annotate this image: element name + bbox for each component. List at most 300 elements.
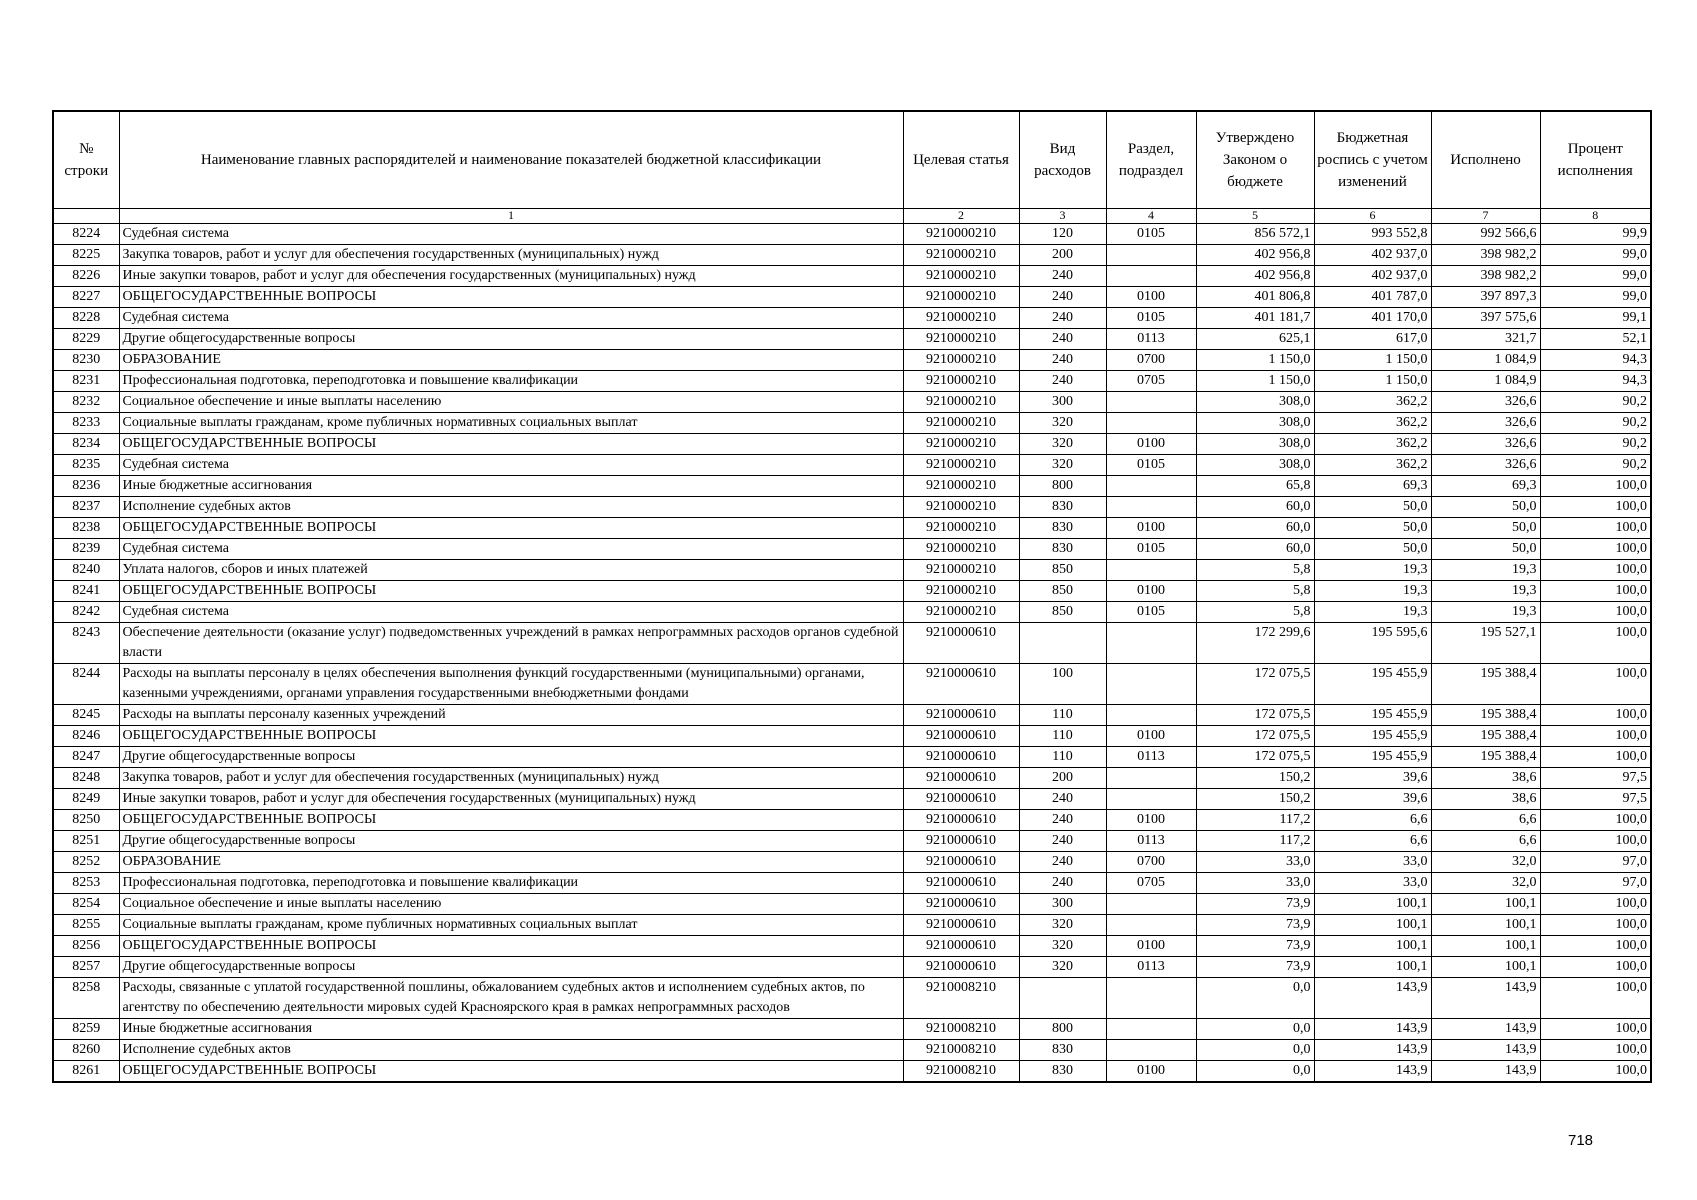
cell-percent: 100,0 <box>1540 936 1651 957</box>
cell-executed: 100,1 <box>1431 957 1540 978</box>
table-row <box>53 476 1651 497</box>
cell-row-number: 8248 <box>53 768 119 789</box>
cell-target-article: 9210000610 <box>903 768 1019 789</box>
cell-row-number: 8259 <box>53 1019 119 1040</box>
cell-row-number: 8243 <box>53 623 119 664</box>
cell-percent: 100,0 <box>1540 915 1651 936</box>
cell-expense-type: 110 <box>1019 747 1106 768</box>
cell-target-article: 9210000610 <box>903 664 1019 705</box>
cell-section: 0113 <box>1106 831 1196 852</box>
table-row <box>53 434 1651 455</box>
cell-executed: 50,0 <box>1431 497 1540 518</box>
cell-executed: 100,1 <box>1431 915 1540 936</box>
cell-row-number: 8240 <box>53 560 119 581</box>
cell-row-number: 8260 <box>53 1040 119 1061</box>
cell-section <box>1106 705 1196 726</box>
cell-item-name: ОБРАЗОВАНИЕ <box>119 350 903 371</box>
cell-percent: 100,0 <box>1540 497 1651 518</box>
cell-approved: 0,0 <box>1196 1040 1314 1061</box>
table-row <box>53 768 1651 789</box>
cell-row-number: 8255 <box>53 915 119 936</box>
cell-budget-list: 195 455,9 <box>1314 726 1431 747</box>
cell-executed: 195 388,4 <box>1431 726 1540 747</box>
cell-section <box>1106 1019 1196 1040</box>
cell-executed: 50,0 <box>1431 518 1540 539</box>
cell-budget-list: 195 595,6 <box>1314 623 1431 664</box>
cell-approved: 117,2 <box>1196 810 1314 831</box>
cell-item-name: Профессиональная подготовка, переподготовка и повышение квалификации <box>119 371 903 392</box>
cell-expense-type: 830 <box>1019 1061 1106 1083</box>
cell-row-number: 8239 <box>53 539 119 560</box>
cell-section <box>1106 789 1196 810</box>
cell-item-name: Социальные выплаты гражданам, кроме публичных нормативных социальных выплат <box>119 915 903 936</box>
table-header-row <box>53 111 1651 209</box>
table-row <box>53 810 1651 831</box>
table-row <box>53 455 1651 476</box>
cell-budget-list: 100,1 <box>1314 894 1431 915</box>
cell-executed: 326,6 <box>1431 455 1540 476</box>
cell-budget-list: 362,2 <box>1314 455 1431 476</box>
cell-budget-list: 617,0 <box>1314 329 1431 350</box>
cell-expense-type: 240 <box>1019 371 1106 392</box>
cell-section <box>1106 1040 1196 1061</box>
cell-target-article: 9210000610 <box>903 852 1019 873</box>
cell-approved: 33,0 <box>1196 852 1314 873</box>
cell-percent: 94,3 <box>1540 371 1651 392</box>
cell-percent: 100,0 <box>1540 726 1651 747</box>
cell-percent: 100,0 <box>1540 705 1651 726</box>
cell-target-article: 9210000610 <box>903 810 1019 831</box>
cell-row-number: 8234 <box>53 434 119 455</box>
cell-section <box>1106 560 1196 581</box>
table-row <box>53 392 1651 413</box>
cell-expense-type: 320 <box>1019 455 1106 476</box>
cell-item-name: Другие общегосударственные вопросы <box>119 957 903 978</box>
cell-target-article: 9210000210 <box>903 371 1019 392</box>
table-row <box>53 623 1651 664</box>
cell-executed: 397 897,3 <box>1431 287 1540 308</box>
cell-target-article: 9210000210 <box>903 350 1019 371</box>
cell-budget-list: 362,2 <box>1314 434 1431 455</box>
cell-executed: 32,0 <box>1431 873 1540 894</box>
cell-row-number: 8252 <box>53 852 119 873</box>
cell-expense-type: 320 <box>1019 915 1106 936</box>
cell-item-name: ОБЩЕГОСУДАРСТВЕННЫЕ ВОПРОСЫ <box>119 287 903 308</box>
cell-executed: 6,6 <box>1431 831 1540 852</box>
cell-item-name: ОБЩЕГОСУДАРСТВЕННЫЕ ВОПРОСЫ <box>119 726 903 747</box>
cell-section: 0700 <box>1106 350 1196 371</box>
cell-row-number: 8236 <box>53 476 119 497</box>
cell-target-article: 9210000210 <box>903 266 1019 287</box>
cell-section <box>1106 413 1196 434</box>
cell-target-article: 9210000610 <box>903 957 1019 978</box>
cell-executed: 143,9 <box>1431 978 1540 1019</box>
cell-expense-type: 830 <box>1019 539 1106 560</box>
column-number-item-name: 1 <box>119 209 903 224</box>
cell-target-article: 9210000610 <box>903 705 1019 726</box>
cell-budget-list: 993 552,8 <box>1314 224 1431 245</box>
cell-approved: 0,0 <box>1196 978 1314 1019</box>
cell-approved: 1 150,0 <box>1196 371 1314 392</box>
cell-approved: 5,8 <box>1196 602 1314 623</box>
cell-expense-type: 830 <box>1019 1040 1106 1061</box>
cell-budget-list: 100,1 <box>1314 936 1431 957</box>
cell-section: 0105 <box>1106 224 1196 245</box>
cell-expense-type: 240 <box>1019 789 1106 810</box>
cell-row-number: 8226 <box>53 266 119 287</box>
cell-approved: 0,0 <box>1196 1061 1314 1083</box>
cell-row-number: 8227 <box>53 287 119 308</box>
cell-approved: 0,0 <box>1196 1019 1314 1040</box>
cell-approved: 401 181,7 <box>1196 308 1314 329</box>
table-row <box>53 726 1651 747</box>
cell-executed: 143,9 <box>1431 1019 1540 1040</box>
cell-approved: 60,0 <box>1196 518 1314 539</box>
cell-budget-list: 6,6 <box>1314 810 1431 831</box>
cell-row-number: 8251 <box>53 831 119 852</box>
cell-percent: 100,0 <box>1540 560 1651 581</box>
cell-item-name: Иные бюджетные ассигнования <box>119 1019 903 1040</box>
cell-target-article: 9210000210 <box>903 560 1019 581</box>
cell-budget-list: 39,6 <box>1314 768 1431 789</box>
cell-row-number: 8229 <box>53 329 119 350</box>
column-number-row-number <box>53 209 119 224</box>
cell-approved: 5,8 <box>1196 560 1314 581</box>
cell-approved: 33,0 <box>1196 873 1314 894</box>
table-row <box>53 245 1651 266</box>
cell-row-number: 8247 <box>53 747 119 768</box>
column-number-target-article: 2 <box>903 209 1019 224</box>
cell-target-article: 9210000210 <box>903 518 1019 539</box>
table-row <box>53 978 1651 1019</box>
cell-percent: 90,2 <box>1540 455 1651 476</box>
cell-budget-list: 401 787,0 <box>1314 287 1431 308</box>
cell-row-number: 8230 <box>53 350 119 371</box>
cell-expense-type: 320 <box>1019 434 1106 455</box>
cell-executed: 69,3 <box>1431 476 1540 497</box>
cell-section: 0105 <box>1106 308 1196 329</box>
cell-expense-type <box>1019 978 1106 1019</box>
cell-target-article: 9210000610 <box>903 915 1019 936</box>
table-row <box>53 581 1651 602</box>
cell-item-name: ОБЩЕГОСУДАРСТВЕННЫЕ ВОПРОСЫ <box>119 810 903 831</box>
cell-percent: 90,2 <box>1540 392 1651 413</box>
cell-percent: 99,1 <box>1540 308 1651 329</box>
cell-approved: 172 075,5 <box>1196 747 1314 768</box>
cell-budget-list: 143,9 <box>1314 1019 1431 1040</box>
cell-approved: 1 150,0 <box>1196 350 1314 371</box>
cell-target-article: 9210000210 <box>903 224 1019 245</box>
cell-expense-type: 240 <box>1019 831 1106 852</box>
cell-percent: 97,5 <box>1540 768 1651 789</box>
cell-approved: 5,8 <box>1196 581 1314 602</box>
cell-percent: 99,0 <box>1540 287 1651 308</box>
cell-row-number: 8241 <box>53 581 119 602</box>
cell-budget-list: 1 150,0 <box>1314 371 1431 392</box>
cell-item-name: Расходы на выплаты персоналу в целях обеспечения выполнения функций государственными (муниципальными) органами, казенными учреждениями, органами управления государственными внебюджетными фондами <box>119 664 903 705</box>
cell-executed: 143,9 <box>1431 1061 1540 1083</box>
cell-expense-type: 240 <box>1019 873 1106 894</box>
page-number: 718 <box>1568 1132 1594 1149</box>
cell-target-article: 9210008210 <box>903 1019 1019 1040</box>
cell-budget-list: 33,0 <box>1314 852 1431 873</box>
cell-target-article: 9210000610 <box>903 623 1019 664</box>
cell-section: 0105 <box>1106 539 1196 560</box>
cell-percent: 100,0 <box>1540 1040 1651 1061</box>
cell-row-number: 8225 <box>53 245 119 266</box>
cell-item-name: Другие общегосударственные вопросы <box>119 747 903 768</box>
cell-executed: 326,6 <box>1431 413 1540 434</box>
table-row <box>53 1019 1651 1040</box>
cell-row-number: 8246 <box>53 726 119 747</box>
cell-item-name: Иные закупки товаров, работ и услуг для обеспечения государственных (муниципальных) нужд <box>119 266 903 287</box>
cell-target-article: 9210008210 <box>903 1040 1019 1061</box>
cell-item-name: ОБЩЕГОСУДАРСТВЕННЫЕ ВОПРОСЫ <box>119 936 903 957</box>
cell-item-name: Профессиональная подготовка, переподготовка и повышение квалификации <box>119 873 903 894</box>
cell-percent: 100,0 <box>1540 623 1651 664</box>
cell-section: 0100 <box>1106 518 1196 539</box>
cell-section <box>1106 266 1196 287</box>
cell-expense-type: 240 <box>1019 308 1106 329</box>
cell-executed: 38,6 <box>1431 768 1540 789</box>
cell-percent: 100,0 <box>1540 831 1651 852</box>
cell-section: 0113 <box>1106 957 1196 978</box>
cell-expense-type: 850 <box>1019 602 1106 623</box>
cell-section <box>1106 664 1196 705</box>
cell-expense-type: 300 <box>1019 392 1106 413</box>
cell-expense-type: 800 <box>1019 476 1106 497</box>
table-row <box>53 287 1651 308</box>
cell-expense-type: 800 <box>1019 1019 1106 1040</box>
cell-percent: 100,0 <box>1540 664 1651 705</box>
cell-row-number: 8257 <box>53 957 119 978</box>
cell-section: 0100 <box>1106 726 1196 747</box>
cell-row-number: 8244 <box>53 664 119 705</box>
column-number-section: 4 <box>1106 209 1196 224</box>
cell-target-article: 9210000210 <box>903 329 1019 350</box>
cell-section: 0705 <box>1106 873 1196 894</box>
cell-row-number: 8233 <box>53 413 119 434</box>
cell-target-article: 9210000610 <box>903 873 1019 894</box>
cell-item-name: Социальное обеспечение и иные выплаты населению <box>119 392 903 413</box>
cell-approved: 308,0 <box>1196 392 1314 413</box>
cell-row-number: 8224 <box>53 224 119 245</box>
cell-section: 0105 <box>1106 602 1196 623</box>
cell-row-number: 8250 <box>53 810 119 831</box>
cell-percent: 100,0 <box>1540 747 1651 768</box>
cell-approved: 308,0 <box>1196 413 1314 434</box>
header-percent: Процент исполнения <box>1540 111 1651 209</box>
cell-target-article: 9210008210 <box>903 1061 1019 1083</box>
header-item-name: Наименование главных распорядителей и наименование показателей бюджетной классификации <box>119 111 903 209</box>
cell-expense-type: 120 <box>1019 224 1106 245</box>
cell-target-article: 9210000610 <box>903 747 1019 768</box>
table-row <box>53 747 1651 768</box>
cell-item-name: ОБЩЕГОСУДАРСТВЕННЫЕ ВОПРОСЫ <box>119 434 903 455</box>
cell-section <box>1106 894 1196 915</box>
cell-row-number: 8256 <box>53 936 119 957</box>
cell-percent: 100,0 <box>1540 894 1651 915</box>
cell-row-number: 8237 <box>53 497 119 518</box>
table-row <box>53 852 1651 873</box>
cell-expense-type <box>1019 623 1106 664</box>
cell-budget-list: 362,2 <box>1314 413 1431 434</box>
cell-expense-type: 240 <box>1019 287 1106 308</box>
cell-expense-type: 240 <box>1019 350 1106 371</box>
cell-section: 0705 <box>1106 371 1196 392</box>
cell-budget-list: 39,6 <box>1314 789 1431 810</box>
cell-target-article: 9210000610 <box>903 936 1019 957</box>
cell-approved: 117,2 <box>1196 831 1314 852</box>
cell-executed: 195 527,1 <box>1431 623 1540 664</box>
cell-budget-list: 6,6 <box>1314 831 1431 852</box>
column-number-row <box>53 209 1651 224</box>
cell-item-name: Исполнение судебных актов <box>119 1040 903 1061</box>
cell-executed: 38,6 <box>1431 789 1540 810</box>
header-approved: Утверждено Законом о бюджете <box>1196 111 1314 209</box>
header-expense-type: Вид расходов <box>1019 111 1106 209</box>
cell-section <box>1106 623 1196 664</box>
cell-approved: 308,0 <box>1196 455 1314 476</box>
cell-item-name: ОБЩЕГОСУДАРСТВЕННЫЕ ВОПРОСЫ <box>119 581 903 602</box>
cell-budget-list: 19,3 <box>1314 560 1431 581</box>
cell-executed: 19,3 <box>1431 560 1540 581</box>
cell-approved: 172 075,5 <box>1196 726 1314 747</box>
cell-item-name: Исполнение судебных актов <box>119 497 903 518</box>
table-row <box>53 1040 1651 1061</box>
cell-item-name: Обеспечение деятельности (оказание услуг) подведомственных учреждений в рамках непрограммных расходов органов судебной власти <box>119 623 903 664</box>
table-row <box>53 915 1651 936</box>
cell-approved: 308,0 <box>1196 434 1314 455</box>
table-row <box>53 329 1651 350</box>
cell-row-number: 8232 <box>53 392 119 413</box>
cell-percent: 94,3 <box>1540 350 1651 371</box>
table-row <box>53 560 1651 581</box>
cell-target-article: 9210000210 <box>903 581 1019 602</box>
cell-budget-list: 1 150,0 <box>1314 350 1431 371</box>
cell-percent: 99,0 <box>1540 245 1651 266</box>
cell-row-number: 8238 <box>53 518 119 539</box>
cell-budget-list: 50,0 <box>1314 539 1431 560</box>
cell-item-name: Закупка товаров, работ и услуг для обеспечения государственных (муниципальных) нужд <box>119 245 903 266</box>
table-row <box>53 894 1651 915</box>
cell-executed: 143,9 <box>1431 1040 1540 1061</box>
cell-executed: 195 388,4 <box>1431 664 1540 705</box>
cell-approved: 856 572,1 <box>1196 224 1314 245</box>
table-row <box>53 957 1651 978</box>
cell-executed: 32,0 <box>1431 852 1540 873</box>
cell-budget-list: 195 455,9 <box>1314 664 1431 705</box>
cell-item-name: Иные закупки товаров, работ и услуг для обеспечения государственных (муниципальных) нужд <box>119 789 903 810</box>
cell-percent: 90,2 <box>1540 413 1651 434</box>
cell-executed: 397 575,6 <box>1431 308 1540 329</box>
cell-section: 0100 <box>1106 936 1196 957</box>
cell-item-name: Судебная система <box>119 308 903 329</box>
column-number-expense-type: 3 <box>1019 209 1106 224</box>
cell-item-name: Судебная система <box>119 224 903 245</box>
cell-item-name: Социальные выплаты гражданам, кроме публичных нормативных социальных выплат <box>119 413 903 434</box>
table-row <box>53 789 1651 810</box>
cell-budget-list: 195 455,9 <box>1314 705 1431 726</box>
cell-target-article: 9210000610 <box>903 789 1019 810</box>
cell-approved: 402 956,8 <box>1196 266 1314 287</box>
table-row <box>53 350 1651 371</box>
cell-target-article: 9210000210 <box>903 308 1019 329</box>
cell-target-article: 9210000210 <box>903 476 1019 497</box>
cell-percent: 100,0 <box>1540 810 1651 831</box>
cell-target-article: 9210000210 <box>903 392 1019 413</box>
cell-approved: 73,9 <box>1196 915 1314 936</box>
cell-approved: 60,0 <box>1196 539 1314 560</box>
cell-target-article: 9210000210 <box>903 287 1019 308</box>
cell-item-name: ОБЩЕГОСУДАРСТВЕННЫЕ ВОПРОСЫ <box>119 518 903 539</box>
cell-executed: 992 566,6 <box>1431 224 1540 245</box>
table-row <box>53 664 1651 705</box>
cell-item-name: Судебная система <box>119 602 903 623</box>
cell-percent: 99,0 <box>1540 266 1651 287</box>
header-section: Раздел, подраздел <box>1106 111 1196 209</box>
cell-budget-list: 402 937,0 <box>1314 245 1431 266</box>
cell-approved: 73,9 <box>1196 894 1314 915</box>
cell-item-name: Другие общегосударственные вопросы <box>119 831 903 852</box>
cell-target-article: 9210000210 <box>903 413 1019 434</box>
cell-row-number: 8249 <box>53 789 119 810</box>
cell-budget-list: 33,0 <box>1314 873 1431 894</box>
budget-execution-table <box>52 110 1652 1083</box>
cell-section: 0100 <box>1106 1061 1196 1083</box>
cell-section: 0113 <box>1106 747 1196 768</box>
cell-expense-type: 100 <box>1019 664 1106 705</box>
cell-budget-list: 50,0 <box>1314 518 1431 539</box>
cell-section: 0113 <box>1106 329 1196 350</box>
cell-row-number: 8228 <box>53 308 119 329</box>
cell-percent: 90,2 <box>1540 434 1651 455</box>
cell-expense-type: 200 <box>1019 245 1106 266</box>
cell-target-article: 9210000210 <box>903 455 1019 476</box>
cell-approved: 150,2 <box>1196 789 1314 810</box>
cell-budget-list: 19,3 <box>1314 581 1431 602</box>
cell-section <box>1106 978 1196 1019</box>
header-target-article: Целевая статья <box>903 111 1019 209</box>
cell-budget-list: 50,0 <box>1314 497 1431 518</box>
cell-expense-type: 110 <box>1019 705 1106 726</box>
cell-row-number: 8253 <box>53 873 119 894</box>
cell-section <box>1106 915 1196 936</box>
cell-executed: 398 982,2 <box>1431 266 1540 287</box>
table-row <box>53 497 1651 518</box>
cell-expense-type: 240 <box>1019 852 1106 873</box>
cell-item-name: Другие общегосударственные вопросы <box>119 329 903 350</box>
table-row <box>53 371 1651 392</box>
cell-percent: 99,9 <box>1540 224 1651 245</box>
cell-target-article: 9210000210 <box>903 497 1019 518</box>
cell-executed: 398 982,2 <box>1431 245 1540 266</box>
cell-section: 0700 <box>1106 852 1196 873</box>
cell-executed: 321,7 <box>1431 329 1540 350</box>
cell-item-name: Судебная система <box>119 539 903 560</box>
cell-percent: 100,0 <box>1540 602 1651 623</box>
cell-executed: 100,1 <box>1431 936 1540 957</box>
cell-budget-list: 143,9 <box>1314 978 1431 1019</box>
cell-executed: 19,3 <box>1431 581 1540 602</box>
cell-row-number: 8242 <box>53 602 119 623</box>
table-row <box>53 539 1651 560</box>
cell-percent: 100,0 <box>1540 539 1651 560</box>
cell-percent: 100,0 <box>1540 476 1651 497</box>
cell-approved: 172 075,5 <box>1196 664 1314 705</box>
table-row <box>53 1061 1651 1083</box>
cell-percent: 97,0 <box>1540 873 1651 894</box>
